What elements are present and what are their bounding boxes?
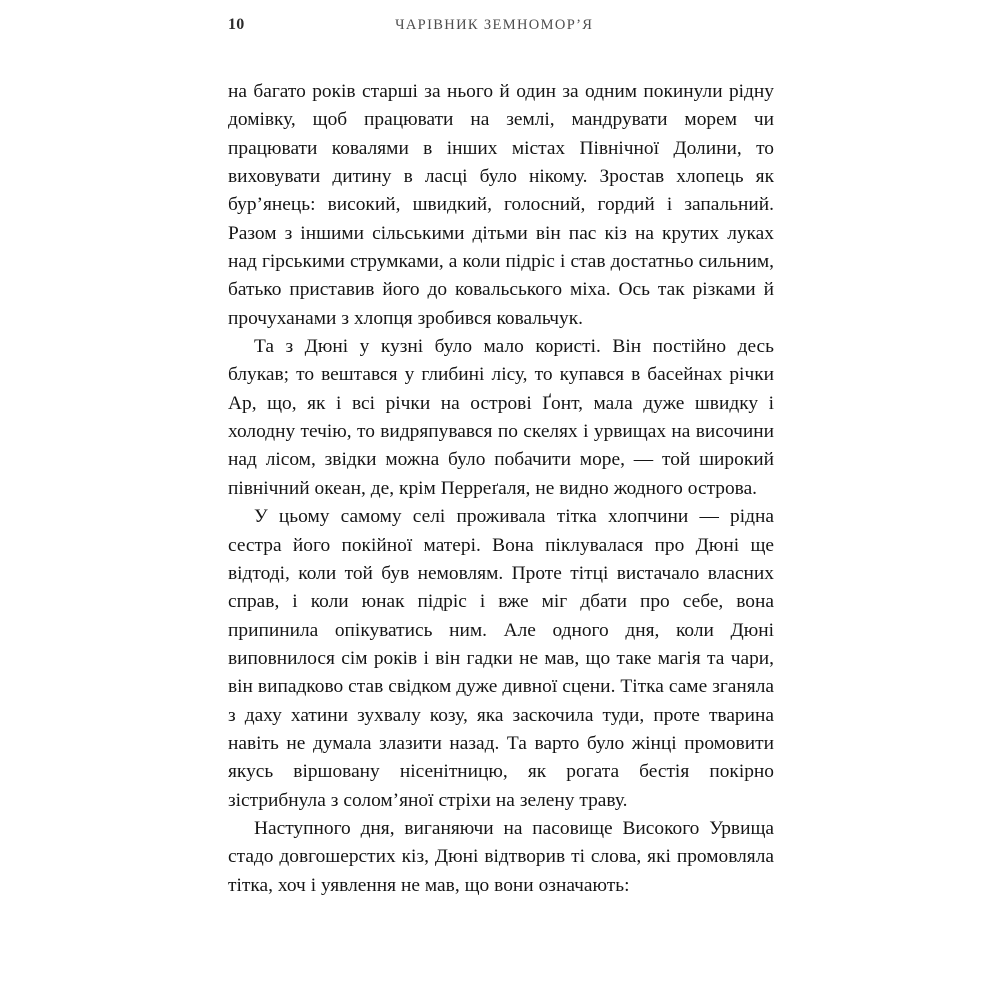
running-header [228, 16, 772, 40]
running-title: ЧАРІВНИК ЗЕМНОМОР’Я [395, 17, 594, 33]
paragraph-1: на багато років старші за нього й один за одним покинули рідну домівку, щоб працювати на землі, мандрувати морем чи працювати ковалями в інших містах Північної Долини, то виховувати дитину в ласці було нікому. Зростав хлопець як бур’янець: високий, швидкий, голосний, гордий і запальний. Разом з іншими сільськими дітьми він пас кіз на крутих луках над гірськими струмками, а коли підріс і став достатньо сильним, батько приставив його до ковальського міха. Ось так різками й прочуханами з хлопця зробився ковальчук. [228, 81, 774, 329]
paragraph-2: Та з Дюні у кузні було мало користі. Він постійно десь блукав; то вештався у глибині лісу, то купався в басейнах річки Ар, що, як і всі річки на острові Ґонт, мала дуже швидку і холодну течію, то видряпувався по скелях і урвищах на височини над лісом, звідки можна було побачити море, — той широкий північний океан, де, крім Перреґаля, не видно жодного острова. [228, 336, 774, 499]
page-number: 10 [228, 16, 245, 33]
paragraph-4: Наступного дня, виганяючи на пасовище Високого Урвища стадо довгошерстих кіз, Дюні відтворив ті слова, які промовляла тітка, хоч і уявлення не мав, що вони означають: [228, 817, 774, 896]
running-title-container [216, 16, 772, 34]
paragraph-3: У цьому самому селі проживала тітка хлопчини — рідна сестра його покійної матері. Вона піклувалася про Дюні ще відтоді, коли той був немовлям. Проте тітці вистачало власних справ, і коли юнак підріс і вже міг дбати про себе, вона припинила опікуватись ним. Але одного дня, коли Дюні виповнилося сім років і він гадки не мав, що таке магія та чари, він випадково став свідком дуже дивної сцени. Тітка саме зганяла з даху хатини зухвалу козу, яка заскочила туди, проте тварина навіть не думала злазити назад. Та варто було жінці промовити якусь віршовану нісенітницю, як рогата бестія покірно зістрибнула з солом’яної стріхи на зелену траву. [228, 506, 774, 811]
body-text-block [228, 78, 774, 900]
